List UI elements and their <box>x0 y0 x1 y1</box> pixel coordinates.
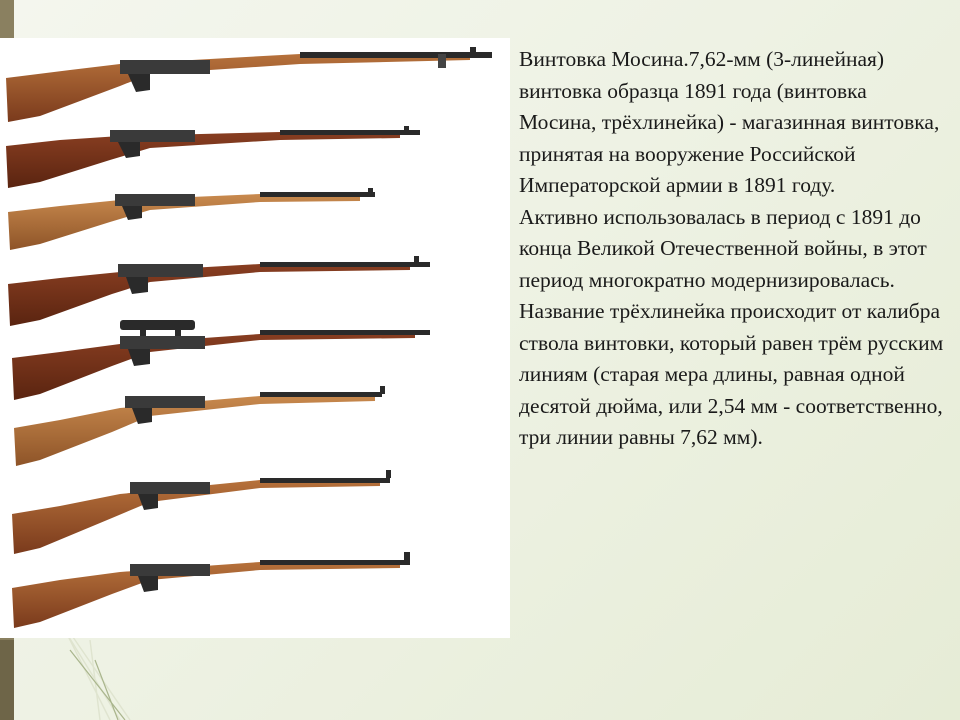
rifle-7 <box>12 470 391 554</box>
rifle-4 <box>8 256 430 326</box>
rifles-illustration <box>0 38 510 638</box>
rifle-1 <box>6 47 492 122</box>
paragraph-2: Активно использовалась в период с 1891 до конца Великой Отечественной войны, в этот период многократно модернизировалась. <box>519 204 927 292</box>
rifle-3 <box>8 188 375 250</box>
paragraph-3: Название трёхлинейка происходит от калибра ствола винтовки, который равен трём русским линиям (старая мера длины, равная одной десятой дюйма, или 2,54 мм - соответственно, три линии равны 7,62 мм). <box>519 299 944 449</box>
rifle-6 <box>14 386 385 466</box>
left-accent-bar-bottom <box>0 640 14 720</box>
rifle-5-sniper <box>12 320 430 400</box>
paragraph-1: Винтовка Мосина.7,62-мм (3-линейная) винтовка образца 1891 года (винтовка Мосина, трёхлинейка) - магазинная винтовка, принятая на вооружение Российской Императорской армии в 1891 году. <box>519 47 940 197</box>
rifle-8-carbine <box>12 552 410 628</box>
description-text <box>519 44 949 454</box>
rifle-2 <box>6 126 420 188</box>
rifle-variants-photo <box>0 38 510 638</box>
